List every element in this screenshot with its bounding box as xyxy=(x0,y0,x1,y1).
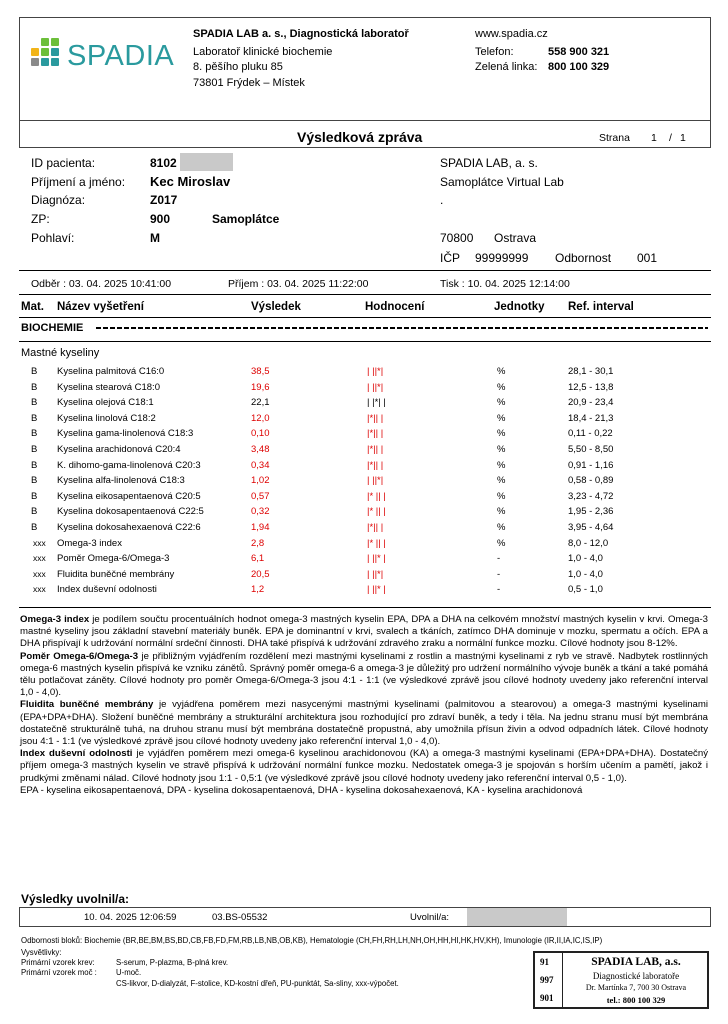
specialty: 001 xyxy=(637,251,658,265)
page-number: 1 xyxy=(651,132,657,144)
row-unit: % xyxy=(497,490,506,502)
footer-other: CS-likvor, D-dialyzát, F-stolice, KD-kostní dřeň, PU-punktát, Sa-sliny, xxx-výpočet. xyxy=(116,979,399,988)
logo-square xyxy=(51,38,59,46)
row-reference: 5,50 - 8,50 xyxy=(568,444,614,455)
col-units: Jednotky xyxy=(494,301,545,313)
row-unit: % xyxy=(497,522,506,533)
row-test-name: Kyselina linolová C18:2 xyxy=(57,412,156,424)
table-row xyxy=(0,520,728,535)
note-heading: Omega-3 index xyxy=(20,614,90,625)
row-reference: 3,95 - 4,64 xyxy=(568,522,614,533)
row-evaluation: |* || | xyxy=(367,537,386,549)
row-result: 0,57 xyxy=(251,490,270,502)
lab-city: 73801 Frýdek – Místek xyxy=(193,77,305,89)
row-result: 0,32 xyxy=(251,506,270,518)
row-reference: 0,5 - 1,0 xyxy=(568,584,603,596)
green-line-label: Zelená linka: xyxy=(475,61,538,73)
row-unit: - xyxy=(497,568,501,580)
col-reference: Ref. interval xyxy=(568,301,634,313)
row-unit: % xyxy=(497,397,506,409)
diagnosis: Z017 xyxy=(150,193,178,207)
note-text: je podílem součtu procentuálních hodnot omega-3 mastných kyselin EPA, DPA a DHA na celkovém množství mastných kyselin v krvi. Omega-3 mastné kyseliny jsou základní stavební materiály buněk. EPA je dominantní v krvi, svalech a tkáních, zatímco DHA dominuje v mozku, spermatu a očích. EPA a DHA přispívají k udržování normální srdeční činnosti. DHA také přispívá k udržování zdravého zraku a normální funkce mozku. Cílové hodnoty jsou 8-12%. xyxy=(20,614,708,650)
notes-block xyxy=(20,614,708,797)
sender-name: SPADIA LAB, a. s. xyxy=(440,156,538,170)
sender-dot: . xyxy=(440,193,444,207)
logo-square xyxy=(41,38,49,46)
row-reference: 3,23 - 4,72 xyxy=(568,490,614,502)
page-total: 1 xyxy=(680,132,686,144)
icp-label: IČP xyxy=(440,251,461,265)
released-by-label: Uvolnil/a: xyxy=(410,912,450,923)
footer-urine-label: Primární vzorek moč : xyxy=(21,968,97,977)
stamp-number: 997 xyxy=(540,975,554,985)
patient-name-label: Příjmení a jméno: xyxy=(31,175,126,189)
footer-legend-title: Vysvětlivky: xyxy=(21,948,62,957)
table-row xyxy=(0,380,728,395)
row-test-name: K. dihomo-gama-linolenová C20:3 xyxy=(57,459,201,471)
row-test-name: Omega-3 index xyxy=(57,537,122,549)
row-material: xxx xyxy=(33,584,46,595)
specialty-label: Odbornost xyxy=(555,251,612,265)
insurance-label: ZP: xyxy=(31,212,50,226)
row-result: 1,02 xyxy=(251,475,270,487)
row-material: B xyxy=(31,490,38,502)
patient-id: 8102 xyxy=(150,156,177,170)
row-result: 38,5 xyxy=(251,366,270,377)
redacted-block xyxy=(180,153,233,171)
subsection-title: Mastné kyseliny xyxy=(21,347,100,359)
sender-psc: 70800 xyxy=(440,231,474,245)
row-result: 19,6 xyxy=(251,381,270,393)
row-evaluation: |* || | xyxy=(367,490,386,502)
diagnosis-label: Diagnóza: xyxy=(31,193,86,207)
row-unit: % xyxy=(497,475,506,487)
divider xyxy=(19,607,711,608)
row-result: 12,0 xyxy=(251,412,270,424)
row-reference: 28,1 - 30,1 xyxy=(568,366,614,377)
row-evaluation: |*|| | xyxy=(367,459,384,471)
note-text: je přibližným vyjádřením rozdělení mezi mastnými kyselinami z rostlin a mastnými kyselinami z ryb ve stravě. Nadbytek rostlinných omega-6 mastných kyselin přispívá ke vzniku zánětů. Správný poměr omega-6 a omega-3 je důležitý pro udržení normálního vývoje buněk a tkání a také pomáhá tělu potlačovat záněty. Cílové hodnoty pro poměr Omega-6/Omega-3 jsou 4:1 - 1:1 (ve výsledkové zprávě jsou cílové hodnoty uvedeny jako referenční interval 1,0 - 4,0). xyxy=(20,650,708,699)
table-row xyxy=(0,458,728,473)
logo-square xyxy=(41,58,49,66)
logo-square xyxy=(51,58,59,66)
row-test-name: Kyselina stearová C18:0 xyxy=(57,381,160,393)
col-material: Mat. xyxy=(21,301,44,313)
note-mental-resilience xyxy=(20,748,708,785)
stamp-company: SPADIA LAB, a.s. xyxy=(591,956,681,968)
row-reference: 8,0 - 12,0 xyxy=(568,537,609,549)
table-row xyxy=(0,504,728,519)
row-material: B xyxy=(31,397,38,409)
table-row xyxy=(0,442,728,457)
lab-stamp xyxy=(533,951,709,1009)
table-row xyxy=(0,567,728,582)
footer-specialties: Odbornosti bloků: Biochemie (BR,BE,BM,BS,BD,CB,FB,FD,FM,RB,LB,NB,OB,KB), Hematologie (CH,FH,RH,LH,NH,OH,HH,HI,HK,HV,KH), Imunologie (IR,II,IA,IC,IS,IP) xyxy=(21,936,603,945)
lab-name: Laboratoř klinické biochemie xyxy=(193,46,333,58)
website-link[interactable]: www.spadia.cz xyxy=(475,28,548,40)
sender-unit: Samoplátce Virtual Lab xyxy=(440,175,564,189)
row-material: B xyxy=(31,459,38,471)
row-evaluation: |*|| | xyxy=(367,412,384,424)
stamp-number: 91 xyxy=(540,957,549,967)
row-result: 20,5 xyxy=(251,568,270,580)
stamp-subtitle: Diagnostické laboratoře xyxy=(592,971,680,981)
receipt-date: Příjem : 03. 04. 2025 11:22:00 xyxy=(228,278,369,290)
row-result: 6,1 xyxy=(251,553,265,565)
stamp-number: 901 xyxy=(540,993,554,1003)
footer-blood-label: Primární vzorek krev: xyxy=(21,958,95,967)
logo-square xyxy=(31,58,39,66)
row-evaluation: | ||*| xyxy=(367,475,384,487)
report-title: Výsledková zpráva xyxy=(297,129,423,145)
insurance-name: Samoplátce xyxy=(212,212,280,226)
row-evaluation: | ||* | xyxy=(367,553,386,565)
row-material: xxx xyxy=(33,568,46,579)
logo-square xyxy=(51,48,59,56)
row-reference: 1,0 - 4,0 xyxy=(568,568,603,580)
divider xyxy=(19,317,711,318)
release-title: Výsledky uvolnil/a: xyxy=(21,892,130,906)
row-evaluation: | ||* | xyxy=(367,584,386,596)
note-heading: Index duševní odolnosti xyxy=(20,748,133,760)
table-row xyxy=(0,582,728,597)
row-test-name: Kyselina alfa-linolenová C18:3 xyxy=(57,475,185,487)
sender-town: Ostrava xyxy=(494,231,537,245)
row-material: B xyxy=(31,381,38,393)
note-omega3-index xyxy=(20,614,708,651)
note-text: je vyjádřena poměrem mezi nasycenými mastnými kyselinami (palmitovou a stearovou) a omega-3 mastnými kyselinami (EPA+DPA+DHA). Složení buněčné membrány a strukturální architektura jsou rozhodující pro zdraví buněk, a tedy i těla. Na jednu stranu musí být membrána dostatečně strukturálně tuhá, na druhou stranu musí být membrána dostatečně propustná, aby umožnila přísun živin a odvod odpadních látek. Cílové hodnoty jsou 4:1 - 1:1 (ve výsledkové zprávě jsou cílové hodnoty uvedeny jako referenční interval 1,0 - 4,0). xyxy=(20,699,708,748)
row-result: 0,10 xyxy=(251,428,270,440)
row-evaluation: | ||*| xyxy=(367,568,384,580)
icp: 99999999 xyxy=(475,251,529,265)
release-code: 03.BS-05532 xyxy=(212,912,268,923)
note-omega-ratio xyxy=(20,651,708,700)
row-unit: % xyxy=(497,444,506,455)
row-material: B xyxy=(31,506,38,518)
row-test-name: Kyselina dokosapentaenová C22:5 xyxy=(57,506,204,518)
table-row xyxy=(0,411,728,426)
patient-name: Kec Miroslav xyxy=(150,174,231,189)
row-test-name: Kyselina arachidonová C20:4 xyxy=(57,444,181,455)
row-unit: % xyxy=(497,428,506,440)
green-line-number: 800 100 329 xyxy=(548,61,610,73)
print-date: Tisk : 10. 04. 2025 12:14:00 xyxy=(440,278,570,290)
row-material: B xyxy=(31,412,38,424)
row-test-name: Kyselina olejová C18:1 xyxy=(57,397,154,409)
row-result: 3,48 xyxy=(251,444,270,455)
phone-label: Telefon: xyxy=(475,46,514,58)
row-test-name: Kyselina eikosapentaenová C20:5 xyxy=(57,490,201,502)
sex-label: Pohlaví: xyxy=(31,231,75,245)
row-test-name: Poměr Omega-6/Omega-3 xyxy=(57,553,170,565)
row-material: xxx xyxy=(33,553,46,564)
row-reference: 0,91 - 1,16 xyxy=(568,459,614,471)
row-result: 22,1 xyxy=(251,397,270,409)
row-evaluation: | |*| | xyxy=(367,397,386,409)
row-test-name: Fluidita buněčné membrány xyxy=(57,568,175,580)
section-title: BIOCHEMIE xyxy=(21,322,84,334)
table-row xyxy=(0,536,728,551)
row-evaluation: |*|| | xyxy=(367,522,384,533)
row-unit: - xyxy=(497,584,501,596)
footer-urine: U-moč. xyxy=(116,968,142,977)
page-separator: / xyxy=(669,132,672,144)
row-test-name: Index duševní odolnosti xyxy=(57,584,157,596)
note-heading: Poměr Omega-6/Omega-3 xyxy=(20,650,139,662)
table-row xyxy=(0,395,728,410)
divider xyxy=(19,270,711,271)
table-row xyxy=(0,489,728,504)
row-unit: % xyxy=(497,412,506,424)
row-reference: 1,95 - 2,36 xyxy=(568,506,614,518)
row-reference: 12,5 - 13,8 xyxy=(568,381,614,393)
insurance-code: 900 xyxy=(150,212,171,226)
page-label: Strana xyxy=(599,132,630,144)
release-datetime: 10. 04. 2025 12:06:59 xyxy=(84,912,177,923)
section-dash-line xyxy=(96,325,708,331)
row-material: B xyxy=(31,428,38,440)
row-result: 1,2 xyxy=(251,584,265,596)
row-reference: 0,11 - 0,22 xyxy=(568,428,613,440)
row-unit: % xyxy=(497,459,506,471)
collection-date: Odběr : 03. 04. 2025 10:41:00 xyxy=(31,278,172,290)
row-material: B xyxy=(31,366,38,377)
row-evaluation: |*|| | xyxy=(367,444,384,455)
note-abbreviations: EPA - kyselina eikosapentaenová, DPA - kyselina dokosapentaenová, DHA - kyselina dokosahexaenová, KA - kyselina arachidonová xyxy=(20,784,583,796)
phone-number: 558 900 321 xyxy=(548,46,610,58)
row-reference: 1,0 - 4,0 xyxy=(568,553,603,565)
table-row xyxy=(0,426,728,441)
table-row xyxy=(0,364,728,379)
redacted-block xyxy=(467,908,567,926)
sex: M xyxy=(150,231,160,245)
row-unit: % xyxy=(497,381,506,393)
row-unit: % xyxy=(497,537,506,549)
col-test-name: Název vyšetření xyxy=(57,301,144,313)
row-evaluation: |*|| | xyxy=(367,428,384,440)
table-row xyxy=(0,473,728,488)
row-reference: 18,4 - 21,3 xyxy=(568,412,614,424)
logo-square xyxy=(41,48,49,56)
row-material: B xyxy=(31,444,38,455)
row-test-name: Kyselina dokosahexaenová C22:6 xyxy=(57,522,201,533)
row-result: 0,34 xyxy=(251,459,270,471)
row-material: xxx xyxy=(33,537,46,548)
row-unit: % xyxy=(497,366,506,377)
row-material: B xyxy=(31,522,38,533)
note-membrane-fluidity xyxy=(20,699,708,748)
logo-square xyxy=(31,48,39,56)
stamp-address: Dr. Martínka 7, 700 30 Ostrava xyxy=(585,983,687,992)
col-result: Výsledek xyxy=(251,301,301,313)
row-result: 2,8 xyxy=(251,537,265,549)
row-reference: 20,9 - 23,4 xyxy=(568,397,614,409)
row-test-name: Kyselina palmitová C16:0 xyxy=(57,366,165,377)
spadia-logo xyxy=(27,38,177,78)
row-material: B xyxy=(31,475,38,487)
company-name: SPADIA LAB a. s., Diagnostická laboratoř xyxy=(193,28,409,40)
row-evaluation: | ||*| xyxy=(367,366,384,377)
row-reference: 0,58 - 0,89 xyxy=(568,475,614,487)
table-row xyxy=(0,551,728,566)
row-evaluation: |* || | xyxy=(367,506,386,518)
col-evaluation: Hodnocení xyxy=(365,301,425,313)
stamp-numbers xyxy=(535,953,563,1007)
logo-text: SPADIA xyxy=(67,40,175,72)
note-heading: Fluidita buněčné membrány xyxy=(20,699,154,711)
divider xyxy=(19,341,711,342)
row-result: 1,94 xyxy=(251,522,270,533)
row-unit: % xyxy=(497,506,506,518)
divider xyxy=(19,294,711,295)
stamp-phone: tel.: 800 100 329 xyxy=(606,995,666,1005)
row-evaluation: | ||*| xyxy=(367,381,384,393)
row-unit: - xyxy=(497,553,501,565)
footer-blood: S-serum, P-plazma, B-plná krev. xyxy=(116,958,229,967)
lab-street: 8. pěšího pluku 85 xyxy=(193,61,283,73)
row-test-name: Kyselina gama-linolenová C18:3 xyxy=(57,428,194,440)
patient-id-label: ID pacienta: xyxy=(31,156,96,170)
note-text: je vyjádřen poměrem mezi omega-6 kyselinou arachidonovou (KA) a omega-3 mastnými kyselinami (EPA+DPA+DHA). Dostatečný příjem omega-3 mastných kyselin ve stravě přispívá k udržování normální funkce mozku. Nedostatek omega-3 je spojován s horším učením a pamětí, jakož i prudkými změnami nálad. Cílové hodnoty jsou 1:1 - 0,5:1 (ve výsledkové zprávě jsou cílové hodnoty uvedeny jako referenční interval 0,5 - 1,0). xyxy=(20,748,708,784)
